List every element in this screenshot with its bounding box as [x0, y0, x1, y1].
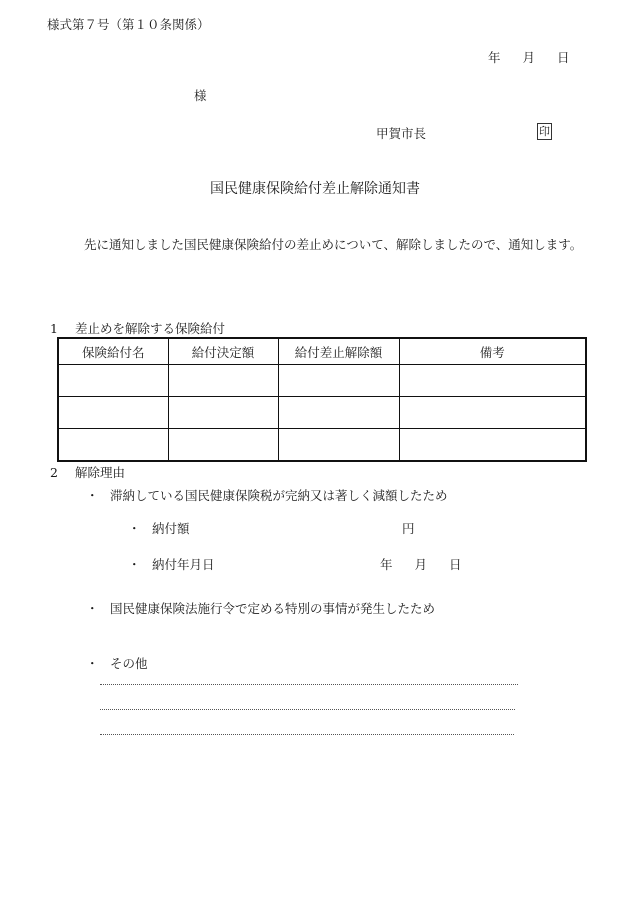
reason-item-text: その他 [110, 656, 148, 671]
benefits-table [57, 337, 587, 462]
recipient-suffix: 様 [194, 88, 207, 103]
header-decided-amount: 給付決定額 [168, 338, 278, 365]
table-header-row [58, 338, 586, 365]
table-cell[interactable] [399, 429, 586, 462]
table-cell[interactable] [399, 397, 586, 429]
payment-amount-row [128, 519, 190, 537]
table-row [58, 397, 586, 429]
table-cell[interactable] [278, 429, 399, 462]
bullet-icon: ・ [86, 488, 99, 503]
form-number: 様式第７号（第１０条関係） [47, 17, 210, 32]
table-cell[interactable] [278, 365, 399, 397]
section-1-title: 差止めを解除する保険給付 [75, 321, 226, 336]
date-month: 月 [522, 50, 536, 65]
table-cell[interactable] [58, 429, 168, 462]
section-2-title: 解除理由 [75, 465, 126, 480]
header-remarks: 備考 [399, 338, 586, 365]
seal-mark: 印 [539, 125, 550, 138]
table-cell[interactable] [58, 397, 168, 429]
payment-date-month: 月 [414, 557, 428, 572]
payment-date-day: 日 [449, 557, 462, 572]
table-cell[interactable] [399, 365, 586, 397]
payment-date-row [128, 555, 215, 573]
bullet-icon: ・ [128, 521, 141, 536]
reason-item-text: 滞納している国民健康保険税が完納又は著しく減額したため [110, 488, 448, 503]
reason-item-special-circumstances [86, 599, 435, 617]
reason-item-other [86, 654, 148, 672]
section-2-heading [50, 463, 125, 481]
section-1-number: 1 [50, 321, 58, 336]
table-cell[interactable] [168, 365, 278, 397]
section-2-number: 2 [50, 465, 58, 480]
payment-date-year: 年 [380, 557, 393, 572]
table-cell[interactable] [168, 397, 278, 429]
date-day: 日 [557, 50, 570, 65]
table-row [58, 365, 586, 397]
payment-date [380, 555, 462, 573]
reason-item-tax-paid [86, 486, 448, 504]
other-reason-line[interactable] [100, 709, 515, 710]
payment-amount-unit: 円 [402, 521, 415, 536]
bullet-icon: ・ [128, 557, 141, 572]
bullet-icon: ・ [86, 656, 99, 671]
table-cell[interactable] [168, 429, 278, 462]
date-year: 年 [488, 50, 501, 65]
reason-item-text: 国民健康保険法施行令で定める特別の事情が発生したため [110, 601, 436, 616]
other-reason-line[interactable] [100, 684, 518, 685]
header-benefit-name: 保険給付名 [58, 338, 168, 365]
header-release-amount: 給付差止解除額 [278, 338, 399, 365]
table-cell[interactable] [58, 365, 168, 397]
issue-date [488, 48, 570, 66]
notice-body: 先に通知しました国民健康保険給付の差止めについて、解除しましたので、通知します。 [84, 237, 583, 252]
table-row [58, 429, 586, 462]
table-cell[interactable] [278, 397, 399, 429]
payment-date-label: 納付年月日 [152, 557, 215, 572]
payment-amount-label: 納付額 [152, 521, 190, 536]
section-1-heading [50, 319, 225, 337]
document-title: 国民健康保険給付差止解除通知書 [210, 181, 420, 197]
bullet-icon: ・ [86, 601, 99, 616]
other-reason-line[interactable] [100, 734, 514, 735]
issuer-name: 甲賀市長 [376, 126, 427, 141]
